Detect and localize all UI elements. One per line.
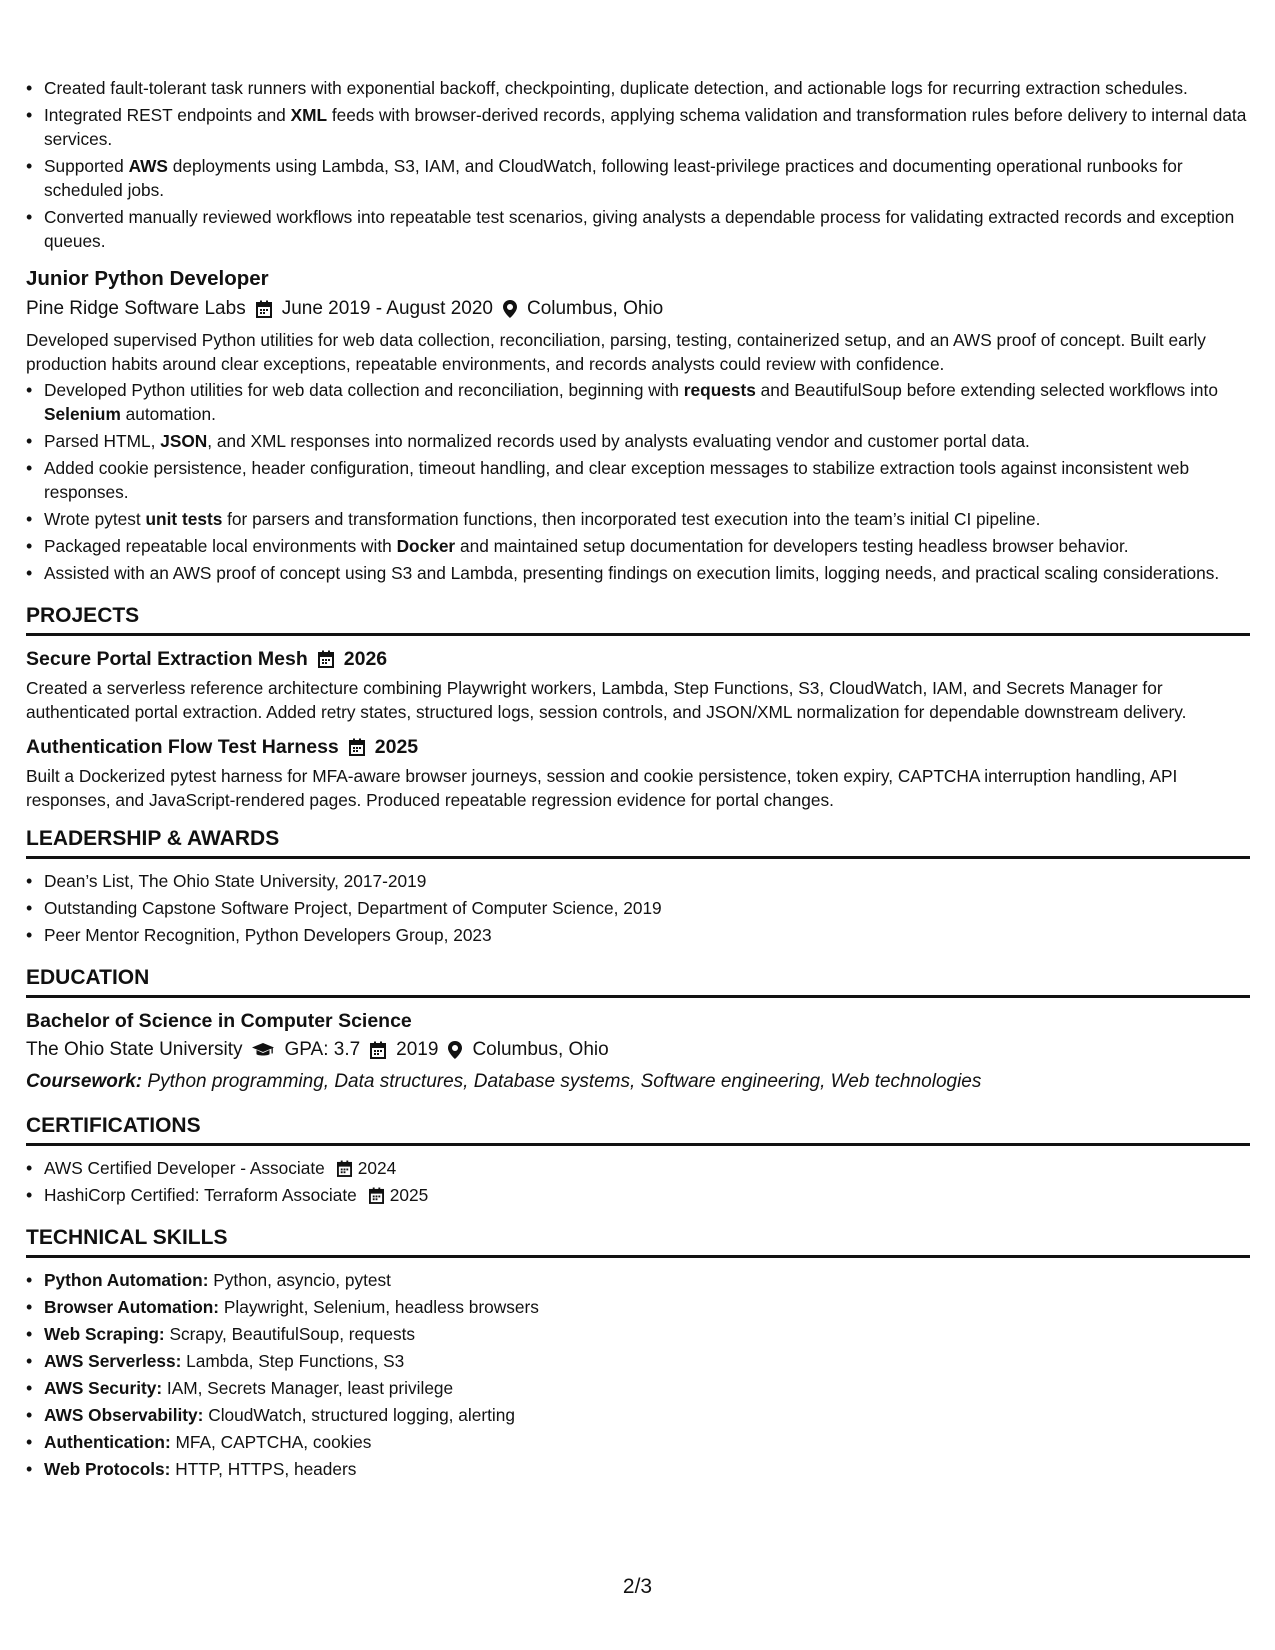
list-item — [26, 1457, 1250, 1481]
bold-text: requests — [683, 380, 756, 400]
skill-label: AWS Serverless: — [44, 1351, 182, 1371]
project-item — [26, 734, 1250, 812]
text-run: feeds with browser-derived records, applying schema validation and transformation rules before delivery to internal data services. — [44, 105, 1247, 149]
projects-list — [26, 646, 1250, 812]
cert-year: 2025 — [389, 1185, 429, 1205]
project-year: 2025 — [374, 736, 419, 758]
project-title-row — [26, 646, 1250, 672]
prev-job-bullets — [26, 76, 1250, 253]
list-item — [26, 1376, 1250, 1400]
school-name: The Ohio State University — [26, 1039, 243, 1060]
job-title: Junior Python Developer — [26, 267, 269, 290]
text-run: and maintained setup documentation for developers testing headless browser behavior. — [455, 536, 1129, 556]
skill-values: Lambda, Step Functions, S3 — [181, 1351, 405, 1371]
cert-name: • AWS Certified Developer - Associate — [44, 1158, 325, 1178]
text-run: , and XML responses into normalized records used by analysts evaluating vendor and customer portal data. — [207, 431, 1030, 451]
list-item — [26, 1295, 1250, 1319]
project-title: Secure Portal Extraction Mesh — [26, 648, 308, 670]
bold-text: unit tests — [145, 509, 223, 529]
school-location: Columbus, Ohio — [472, 1039, 609, 1060]
project-title: Authentication Flow Test Harness — [26, 736, 339, 758]
list-item — [26, 103, 1250, 151]
cert-name: • HashiCorp Certified: Terraform Associate — [44, 1185, 357, 1205]
coursework-list: Python programming, Data structures, Database systems, Software engineering, Web technologies — [142, 1071, 982, 1092]
graduation-cap-icon — [252, 1042, 274, 1058]
text-run: Developed Python utilities for web data collection and reconciliation, beginning with — [44, 380, 684, 400]
text-run: Converted manually reviewed workflows into repeatable test scenarios, giving analysts a dependable process for validating extracted records and exception queues. — [44, 207, 1235, 251]
skill-label: AWS Observability: — [44, 1405, 204, 1425]
job-summary: Developed supervised Python utilities for web data collection, reconciliation, parsing, testing, containerized setup, and an AWS proof of concept. Built early production habits around clear exceptions, repeatable environments, and records analysts could review with confidence. — [26, 330, 1206, 374]
list-item: • Outstanding Capstone Software Project, Department of Computer Science, 2019 — [26, 896, 1250, 920]
skills-heading: TECHNICAL SKILLS — [26, 1225, 1250, 1258]
list-item — [26, 1322, 1250, 1346]
bold-text: XML — [290, 105, 328, 125]
list-item — [26, 1349, 1250, 1373]
certifications-list — [26, 1156, 1250, 1207]
company-name: Pine Ridge Software Labs — [26, 298, 246, 319]
text-run: Created fault-tolerant task runners with exponential backoff, checkpointing, duplicate detection, and actionable logs for recurring extraction schedules. — [44, 78, 1188, 98]
text-run: for parsers and transformation functions, then incorporated test execution into the team’s initial CI pipeline. — [222, 509, 1041, 529]
skill-label: Authentication: — [44, 1432, 171, 1452]
text-run: Parsed HTML, — [44, 431, 161, 451]
text-run: Added cookie persistence, header configuration, timeout handling, and clear exception messages to stabilize extraction tools against inconsistent web responses. — [44, 458, 1190, 502]
skill-values: IAM, Secrets Manager, least privilege — [162, 1378, 454, 1398]
project-item — [26, 646, 1250, 724]
list-item — [26, 1156, 1250, 1180]
page-number: 2/3 — [622, 1575, 653, 1598]
text-run: Wrote pytest — [44, 509, 146, 529]
calendar-icon — [370, 1041, 386, 1059]
skill-values: HTTP, HTTPS, headers — [170, 1459, 357, 1479]
project-description: Created a serverless reference architecture combining Playwright workers, Lambda, Step Functions, S3, CloudWatch, IAM, and Secrets Manager for authenticated portal extraction. Added retry states, structured logs, session controls, and JSON/XML normalization for dependable downstream delivery. — [26, 678, 1187, 722]
list-item: • Peer Mentor Recognition, Python Developers Group, 2023 — [26, 923, 1250, 947]
projects-heading: PROJECTS — [26, 603, 1250, 636]
resume-page — [26, 76, 1250, 1484]
degree-title: Bachelor of Science in Computer Science — [26, 1010, 412, 1032]
education-meta — [26, 1037, 1250, 1063]
junior-job-bullets — [26, 378, 1250, 585]
certifications-heading: CERTIFICATIONS — [26, 1113, 1250, 1146]
bold-text: Selenium — [44, 404, 121, 424]
text-run: Packaged repeatable local environments with — [44, 536, 397, 556]
project-year: 2026 — [343, 648, 388, 670]
project-title-row — [26, 734, 1250, 760]
list-item — [26, 561, 1250, 585]
coursework-label: Coursework: — [26, 1071, 143, 1092]
leadership-heading: LEADERSHIP & AWARDS — [26, 826, 1250, 859]
cert-year: 2024 — [357, 1158, 397, 1178]
leadership-list — [26, 869, 1250, 947]
list-item — [26, 1268, 1250, 1292]
skill-label: Web Protocols: — [44, 1459, 171, 1479]
skill-values: Playwright, Selenium, headless browsers — [219, 1297, 539, 1317]
list-item — [26, 456, 1250, 504]
skill-label: Web Scraping: — [44, 1324, 165, 1344]
skill-label: AWS Security: — [44, 1378, 163, 1398]
calendar-icon — [318, 650, 334, 668]
list-item — [26, 76, 1250, 100]
calendar-icon — [349, 738, 365, 756]
location-pin-icon — [448, 1041, 462, 1059]
list-item — [26, 378, 1250, 426]
list-item — [26, 429, 1250, 453]
skill-values: Python, asyncio, pytest — [208, 1270, 391, 1290]
calendar-icon — [369, 1187, 384, 1204]
list-item: • Dean’s List, The Ohio State University, 2017-2019 — [26, 869, 1250, 893]
text-run: deployments using Lambda, S3, IAM, and CloudWatch, following least-privilege practices and documenting operational runbooks for scheduled jobs. — [44, 156, 1183, 200]
text-run: Assisted with an AWS proof of concept using S3 and Lambda, presenting findings on execution limits, logging needs, and practical scaling considerations. — [44, 563, 1220, 583]
skill-label: Browser Automation: — [44, 1297, 220, 1317]
skill-values: MFA, CAPTCHA, cookies — [170, 1432, 372, 1452]
text-run: automation. — [120, 404, 216, 424]
coursework — [26, 1069, 1250, 1095]
gpa: GPA: 3.7 — [284, 1039, 361, 1060]
graduation-year: 2019 — [396, 1039, 439, 1060]
list-item — [26, 1430, 1250, 1454]
job-dates: June 2019 - August 2020 — [281, 298, 493, 319]
list-item — [26, 1403, 1250, 1427]
skill-label: Python Automation: — [44, 1270, 209, 1290]
calendar-icon — [256, 300, 272, 318]
bold-text: AWS — [128, 156, 168, 176]
job-meta — [26, 296, 1250, 322]
skills-list — [26, 1268, 1250, 1481]
skill-values: Scrapy, BeautifulSoup, requests — [164, 1324, 416, 1344]
list-item — [26, 1183, 1250, 1207]
text-run: Supported — [44, 156, 129, 176]
text-run: Integrated REST endpoints and — [44, 105, 291, 125]
job-location: Columbus, Ohio — [526, 298, 664, 319]
list-item — [26, 154, 1250, 202]
text-run: and BeautifulSoup before extending selected workflows into — [755, 380, 1218, 400]
project-description: Built a Dockerized pytest harness for MFA-aware browser journeys, session and cookie persistence, token expiry, CAPTCHA interruption handling, API responses, and JavaScript-rendered pages. Produced repeatable regression evidence for portal changes. — [26, 766, 1178, 810]
list-item — [26, 507, 1250, 531]
bold-text: Docker — [396, 536, 456, 556]
education-heading: EDUCATION — [26, 965, 1250, 998]
bold-text: JSON — [160, 431, 208, 451]
location-pin-icon — [503, 300, 517, 318]
skill-values: CloudWatch, structured logging, alerting — [203, 1405, 515, 1425]
calendar-icon — [337, 1160, 352, 1177]
list-item — [26, 205, 1250, 253]
list-item — [26, 534, 1250, 558]
